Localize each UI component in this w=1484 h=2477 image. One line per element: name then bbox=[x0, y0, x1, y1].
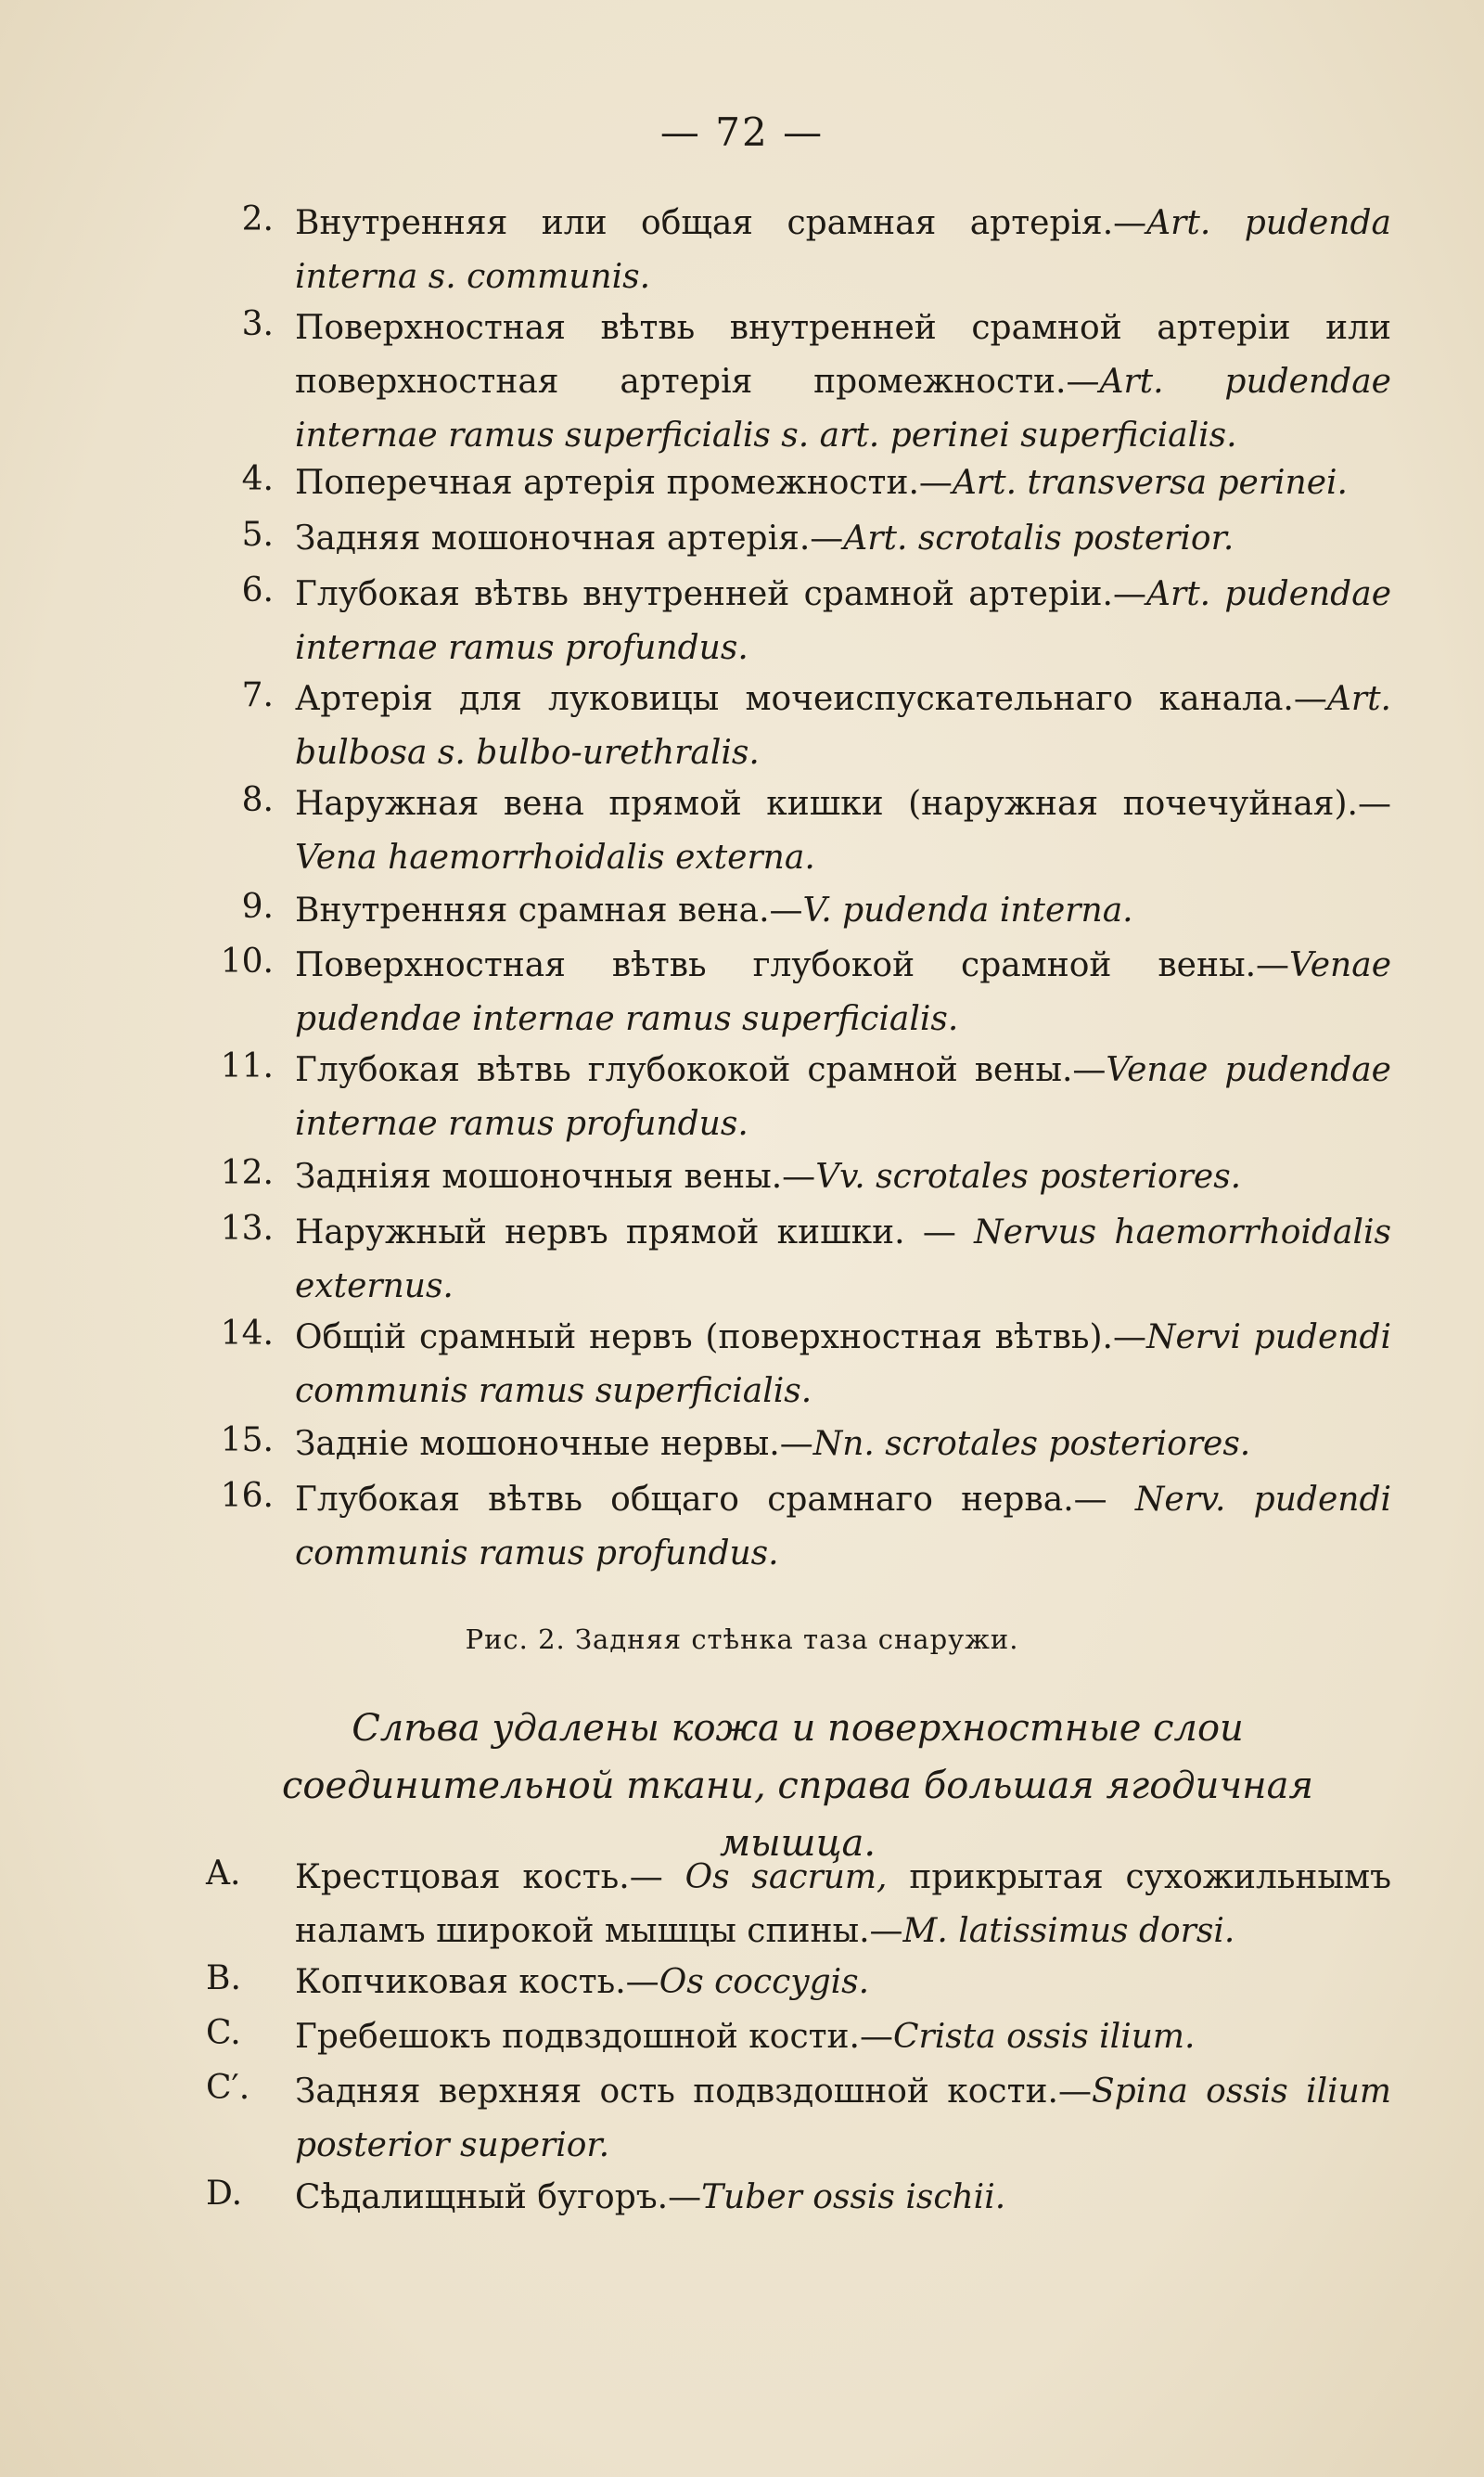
item-text: Сѣдалищный бугоръ.—Tuber ossis ischii. bbox=[295, 2178, 1006, 2216]
latin-term: Nn. scrotales posteriores. bbox=[812, 1425, 1251, 1463]
item-number: 7. bbox=[241, 676, 274, 714]
item-number: 12. bbox=[220, 1154, 274, 1192]
latin-term: Art. pudendae internae ramus profundus. bbox=[295, 575, 1391, 667]
latin-term: Venae pudendae internae ramus profundus. bbox=[295, 1051, 1391, 1143]
item-number: 4. bbox=[241, 460, 274, 498]
latin-term: Tuber ossis ischii. bbox=[701, 2178, 1006, 2216]
item-text: Поверхностная вѣтвь глубокой срамной вены.—Venae pudendae internae ramus superficialis. bbox=[295, 946, 1391, 1038]
item-number: 14. bbox=[220, 1315, 274, 1353]
item-text: Крестцовая кость.— Os sacrum, прикрытая сухожильнымъ наламъ широкой мышцы спины.—M. latissimus dorsi. bbox=[295, 1858, 1391, 1950]
item-text: Глубокая вѣтвь внутренней срамной артеріи.—Art. pudendae internae ramus profundus. bbox=[295, 575, 1391, 667]
latin-term: Art. scrotalis posterior. bbox=[843, 520, 1235, 558]
latin-term: Os sacrum, bbox=[684, 1858, 888, 1896]
latin-term: Nervus haemorrhoidalis externus. bbox=[295, 1213, 1391, 1305]
latin-term: Spina ossis ilium posterior superior. bbox=[295, 2073, 1391, 2164]
item-text: Внутренняя срамная вена.—V. pudenda interna. bbox=[295, 892, 1133, 930]
item-number: 13. bbox=[220, 1210, 274, 1248]
item-text: Глубокая вѣтвь глубококой срамной вены.—Venae pudendae internae ramus profundus. bbox=[295, 1051, 1391, 1143]
item-number: 6. bbox=[241, 571, 274, 610]
latin-term: Vena haemorrhoidalis externa. bbox=[295, 839, 815, 877]
item-text: Копчиковая кость.—Os coccygis. bbox=[295, 1963, 870, 2001]
figure-caption: Рис. 2. Задняя стѣнка таза снаружи. bbox=[465, 1624, 1019, 1655]
item-text: Поверхностная вѣтвь внутренней срамной артеріи или поверхностная артерія промежности.—Art. pudendae internae ramus superficialis s. art. perinei superficialis. bbox=[295, 309, 1391, 455]
figure-subcaption: Слѣва удалены кожа и поверхностные слои соединительной ткани, справа большая ягодичная мышца. bbox=[282, 1707, 1313, 1865]
item-text: Поперечная артерія промежности.—Art. transversa perinei. bbox=[295, 464, 1349, 502]
latin-term: Crista ossis ilium. bbox=[893, 2018, 1196, 2056]
item-text: Задняя верхняя ость подвздошной кости.—Spina ossis ilium posterior superior. bbox=[295, 2073, 1391, 2164]
item-text: Глубокая вѣтвь общаго срамнаго нерва.— Nerv. pudendi communis ramus profundus. bbox=[295, 1481, 1391, 1572]
item-text: Задняя мошоночная артерія.—Art. scrotalis posterior. bbox=[295, 520, 1235, 558]
item-number: 5. bbox=[241, 516, 274, 554]
latin-term: Os coccygis. bbox=[659, 1963, 870, 2001]
latin-term: Venae pudendae internae ramus superficialis. bbox=[295, 946, 1391, 1038]
item-text: Общій срамный нервъ (поверхностная вѣтвь).—Nervi pudendi communis ramus superficialis. bbox=[295, 1318, 1391, 1410]
item-number: 11. bbox=[220, 1047, 274, 1085]
item-text: Гребешокъ подвздошной кости.—Crista ossis ilium. bbox=[295, 2018, 1196, 2056]
item-text: Задніе мошоночные нервы.—Nn. scrotales posteriores. bbox=[295, 1425, 1251, 1463]
latin-term: Art. transversa perinei. bbox=[952, 464, 1349, 502]
item-letter: B. bbox=[206, 1959, 241, 1997]
latin-term: Vv. scrotales posteriores. bbox=[815, 1158, 1242, 1196]
item-letter: C. bbox=[206, 2014, 241, 2052]
item-number: 15. bbox=[220, 1421, 274, 1459]
item-number: 2. bbox=[241, 200, 274, 238]
item-letter: A. bbox=[206, 1855, 241, 1893]
item-number: 10. bbox=[220, 943, 274, 981]
item-number: 8. bbox=[241, 781, 274, 819]
latin-term: Art. pudenda interna s. communis. bbox=[295, 204, 1391, 296]
latin-term: Art. bulbosa s. bulbo-urethralis. bbox=[295, 680, 1391, 772]
item-text: Задніяя мошоночныя вены.—Vv. scrotales posteriores. bbox=[295, 1158, 1242, 1196]
item-number: 3. bbox=[241, 305, 274, 343]
latin-term: Nerv. pudendi communis ramus profundus. bbox=[295, 1481, 1391, 1572]
latin-term: Art. pudendae internae ramus superficialis s. art. perinei superficialis. bbox=[295, 363, 1391, 455]
latin-term: V. pudenda interna. bbox=[802, 892, 1133, 930]
item-number: 16. bbox=[220, 1477, 274, 1515]
item-letter: C′. bbox=[206, 2069, 250, 2107]
item-text: Наружный нервъ прямой кишки. — Nervus haemorrhoidalis externus. bbox=[295, 1213, 1391, 1305]
latin-term: Nervi pudendi communis ramus superficialis. bbox=[295, 1318, 1391, 1410]
item-text: Внутренняя или общая срамная артерія.—Art. pudenda interna s. communis. bbox=[295, 204, 1391, 296]
item-text: Наружная вена прямой кишки (наружная почечуйная).—Vena haemorrhoidalis externa. bbox=[295, 785, 1391, 877]
item-letter: D. bbox=[206, 2175, 243, 2213]
item-text: Артерія для луковицы мочеиспускательнаго канала.—Art. bulbosa s. bulbo-urethralis. bbox=[295, 680, 1391, 772]
latin-term: M. latissimus dorsi. bbox=[902, 1912, 1235, 1950]
page-number: — 72 — bbox=[659, 109, 825, 155]
item-number: 9. bbox=[241, 888, 274, 926]
